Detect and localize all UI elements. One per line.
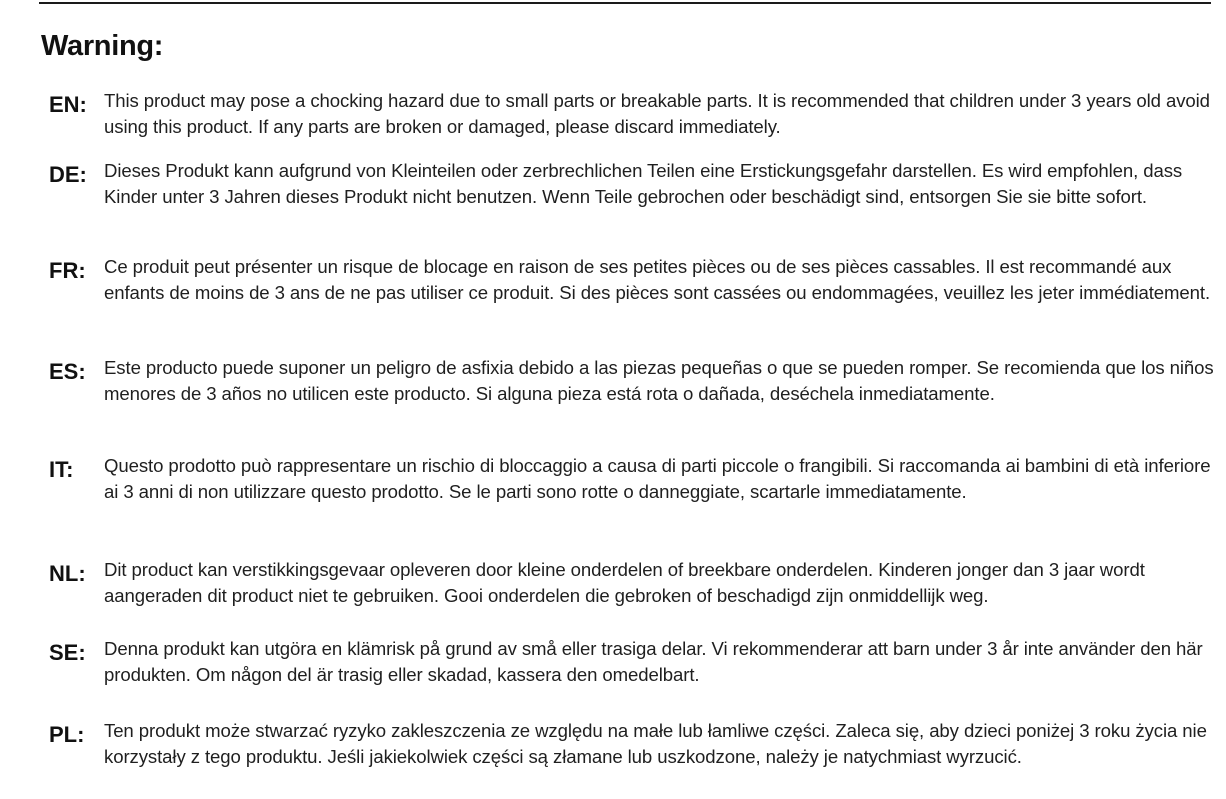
language-code-de: DE: [49, 162, 87, 187]
language-code-fr: FR: [49, 258, 86, 283]
warning-text-se: Denna produkt kan utgöra en klämrisk på grund av små eller trasiga delar. Vi rekommenderar att barn under 3 år inte använder den här produkten. Om någon del är trasig eller skadad, kassera den omedelbart. [104, 638, 1203, 685]
warning-title: Warning: [41, 30, 164, 62]
language-code-se: SE: [49, 640, 86, 665]
warning-text-es: Este producto puede suponer un peligro de asfixia debido a las piezas pequeñas o que se pueden romper. Se recomienda que los niños menores de 3 años no utilicen este producto. Si alguna pieza está rota o dañada, deséchela inmediatamente. [104, 357, 1214, 404]
language-code-nl: NL: [49, 561, 86, 586]
warning-text-nl: Dit product kan verstikkingsgevaar opleveren door kleine onderdelen of breekbare onderdelen. Kinderen jonger dan 3 jaar wordt aangeraden dit product niet te gebruiken. Gooi onderdelen die gebroken of beschadigd zijn onmiddellijk weg. [104, 559, 1145, 606]
warning-text-en: This product may pose a chocking hazard due to small parts or breakable parts. It is recommended that children under 3 years old avoid using this product. If any parts are broken or damaged, please discard immediately. [104, 90, 1210, 137]
language-code-es: ES: [49, 359, 86, 384]
language-code-pl: PL: [49, 722, 85, 747]
language-code-it: IT: [49, 457, 74, 482]
warning-text-fr: Ce produit peut présenter un risque de blocage en raison de ses petites pièces ou de ses pièces cassables. Il est recommandé aux enfants de moins de 3 ans de ne pas utiliser ce produit. Si des pièces sont cassées ou endommagées, veuillez les jeter immédiatement. [104, 256, 1211, 303]
language-code-en: EN: [49, 92, 87, 117]
warning-text-de: Dieses Produkt kann aufgrund von Kleinteilen oder zerbrechlichen Teilen eine Erstickungsgefahr darstellen. Es wird empfohlen, dass Kinder unter 3 Jahren dieses Produkt nicht benutzen. Wenn Teile gebrochen oder beschädigt sind, entsorgen Sie sie bitte sofort. [104, 160, 1183, 207]
top-divider [39, 2, 1211, 4]
warning-text-it: Questo prodotto può rappresentare un rischio di bloccaggio a causa di parti piccole o frangibili. Si raccomanda ai bambini di età inferiore ai 3 anni di non utilizzare questo prodotto. Se le parti sono rotte o danneggiate, scartarle immediatamente. [104, 455, 1211, 502]
warning-text-pl: Ten produkt może stwarzać ryzyko zakleszczenia ze względu na małe lub łamliwe części. Zaleca się, aby dzieci poniżej 3 roku życia nie korzystały z tego produktu. Jeśli jakiekolwiek części są złamane lub uszkodzone, należy je natychmiast wyrzucić. [104, 720, 1207, 767]
